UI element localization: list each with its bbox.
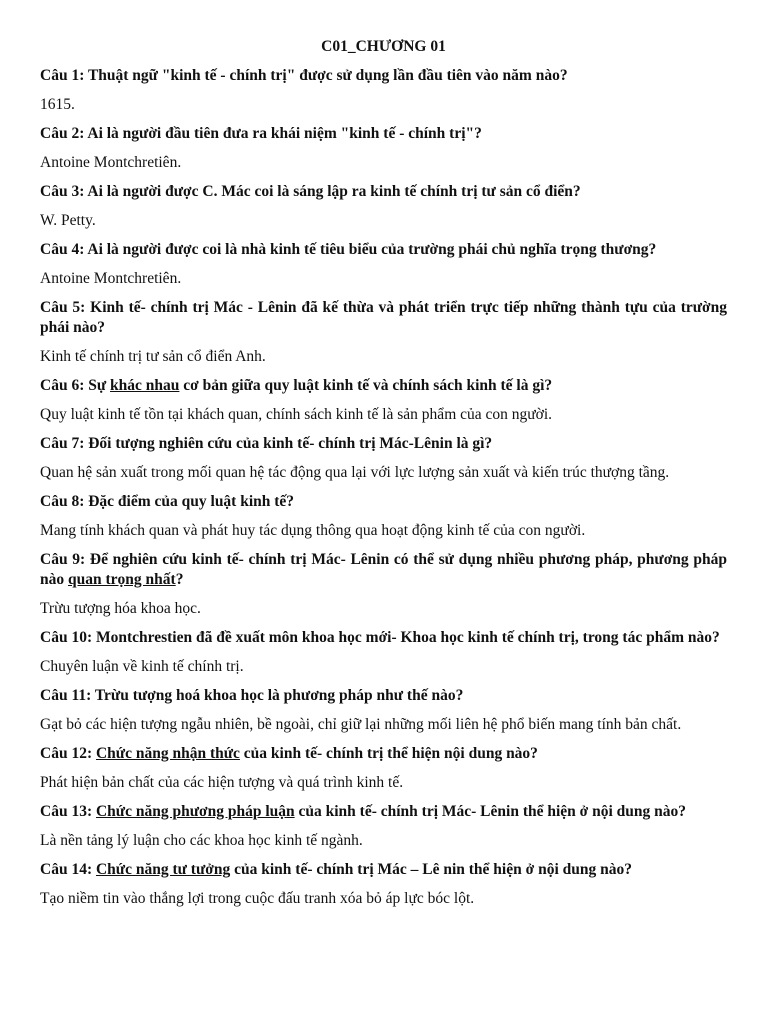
answer-4: Antoine Montchretiên. [40,270,182,287]
qa-item-9 [40,550,727,619]
question-12: Câu 12: Chức năng nhận thức của kinh tế- chính trị thể hiện nội dung nào? [40,745,538,762]
answer-5: Kinh tế chính trị tư sản cổ điển Anh. [40,348,266,365]
underlined-phrase: quan trọng nhất [68,571,176,588]
qa-item-2 [40,124,727,173]
qa-item-8 [40,492,727,541]
qa-item-1 [40,66,727,115]
question-7: Câu 7: Đối tượng nghiên cứu của kinh tế- chính trị Mác-Lênin là gì? [40,435,493,452]
question-2: Câu 2: Ai là người đầu tiên đưa ra khái niệm "kinh tế - chính trị"? [40,125,482,142]
qa-item-10 [40,628,727,677]
answer-14: Tạo niềm tin vào thắng lợi trong cuộc đấu tranh xóa bỏ áp lực bóc lột. [40,890,475,907]
question-10: Câu 10: Montchrestien đã đề xuất môn khoa học mới- Khoa học kinh tế chính trị, trong tác phẩm nào? [40,629,720,646]
question-1: Câu 1: Thuật ngữ "kinh tế - chính trị" được sử dụng lần đầu tiên vào năm nào? [40,67,568,84]
underlined-phrase: khác nhau [110,377,180,394]
underlined-phrase: Chức năng phương pháp luận [95,803,295,820]
document-title: C01_CHƯƠNG 01 [321,38,446,55]
qa-item-4 [40,240,727,289]
underlined-phrase: Chức năng tư tưởng [95,861,231,878]
answer-10: Chuyên luận về kinh tế chính trị. [40,658,244,675]
question-3: Câu 3: Ai là người được C. Mác coi là sáng lập ra kinh tế chính trị tư sản cổ điển? [40,183,581,200]
qa-item-5 [40,298,727,367]
answer-2: Antoine Montchretiên. [40,154,182,171]
qa-item-3 [40,182,727,231]
question-5: Câu 5: Kinh tế- chính trị Mác - Lênin đã kế thừa và phát triển trực tiếp những thành tựu của trường phái nào? [40,299,727,336]
answer-11: Gạt bỏ các hiện tượng ngẫu nhiên, bề ngoài, chỉ giữ lại những mối liên hệ phổ biến mang tính bản chất. [40,716,682,733]
question-9: Câu 9: Để nghiên cứu kinh tế- chính trị Mác- Lênin có thể sử dụng nhiều phương pháp, phương pháp nào quan trọng nhất? [40,551,727,588]
qa-item-6 [40,376,727,425]
question-14: Câu 14: Chức năng tư tưởng của kinh tế- chính trị Mác – Lê nin thể hiện ở nội dung nào? [40,861,632,878]
question-8: Câu 8: Đặc điểm của quy luật kinh tế? [40,493,295,510]
qa-item-11 [40,686,727,735]
answer-9: Trừu tượng hóa khoa học. [40,600,201,617]
answer-13: Là nền tảng lý luận cho các khoa học kinh tế ngành. [40,832,363,849]
answer-3: W. Petty. [40,212,96,229]
question-6: Câu 6: Sự khác nhau cơ bản giữa quy luật kinh tế và chính sách kinh tế là gì? [40,377,553,394]
question-13: Câu 13: Chức năng phương pháp luận của kinh tế- chính trị Mác- Lênin thể hiện ở nội dung nào? [40,803,687,820]
qa-item-12 [40,744,727,793]
answer-7: Quan hệ sản xuất trong mối quan hệ tác động qua lại với lực lượng sản xuất và kiến trúc thượng tầng. [40,464,670,481]
answer-1: 1615. [40,96,75,113]
question-11: Câu 11: Trừu tượng hoá khoa học là phương pháp như thế nào? [40,687,464,704]
answer-12: Phát hiện bản chất của các hiện tượng và quá trình kinh tế. [40,774,404,791]
answer-8: Mang tính khách quan và phát huy tác dụng thông qua hoạt động kinh tế của con người. [40,522,586,539]
question-4: Câu 4: Ai là người được coi là nhà kinh tế tiêu biểu của trường phái chủ nghĩa trọng thương? [40,241,657,258]
qa-item-7 [40,434,727,483]
underlined-phrase: Chức năng nhận thức [95,745,240,762]
qa-item-13 [40,802,727,851]
qa-item-14 [40,860,727,909]
answer-6: Quy luật kinh tế tồn tại khách quan, chính sách kinh tế là sản phẩm của con người. [40,406,553,423]
